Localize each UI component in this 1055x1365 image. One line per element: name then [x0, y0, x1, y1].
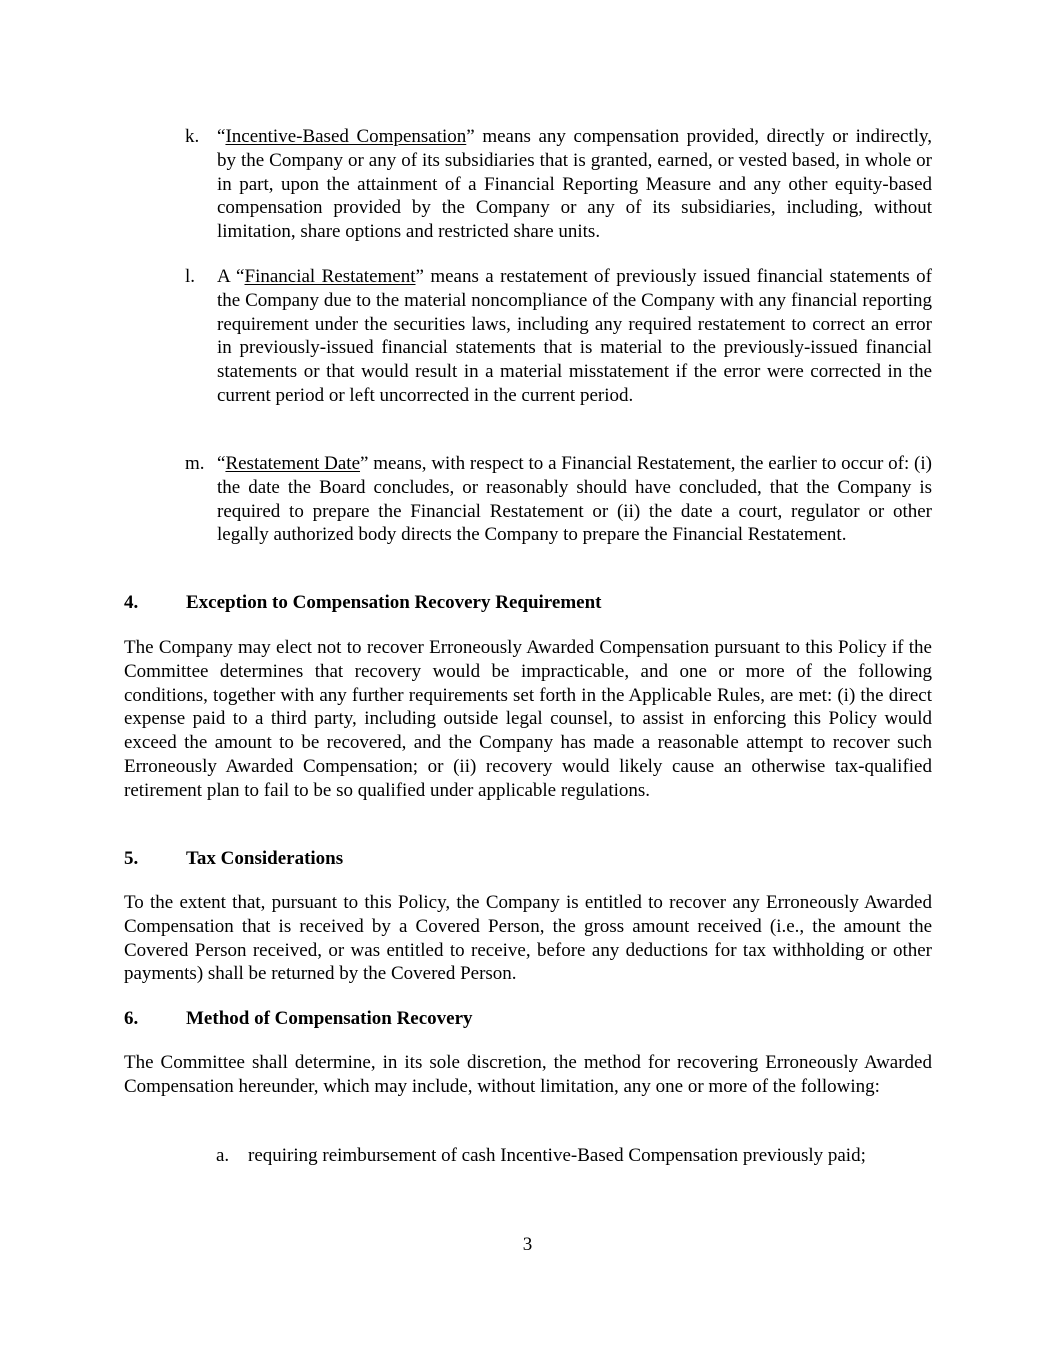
- section-heading-4: [124, 591, 602, 615]
- defined-term: Financial Restatement: [244, 266, 416, 287]
- recovery-method-text: requiring reimbursement of cash Incentive-Based Compensation previously paid;: [248, 1145, 866, 1166]
- recovery-method-letter: a.: [216, 1145, 230, 1166]
- definition-body: ” means, with respect to a Financial Restatement, the earlier to occur of: (i) the date the Board concludes, or reasonably should have concluded, that the Company is required to prepare the Financial Restatement or (ii) the date a court, regulator or other legally authorized body directs the Company to prepare the Financial Restatement.: [217, 453, 932, 546]
- definition-text: [217, 452, 932, 547]
- definition-item-m: [185, 452, 932, 547]
- definition-text: [217, 265, 932, 408]
- section-body-6: The Committee shall determine, in its sole discretion, the method for recovering Erroneously Awarded Compensation hereunder, which may include, without limitation, any one or more of the following:: [124, 1052, 932, 1097]
- definition-text: [217, 125, 932, 244]
- page-number: 3: [522, 1234, 533, 1255]
- section-title: Method of Compensation Recovery: [186, 1008, 473, 1029]
- definition-letter: k.: [185, 126, 200, 147]
- section-title: Exception to Compensation Recovery Requirement: [186, 592, 602, 613]
- defined-term: Restatement Date: [225, 453, 361, 474]
- definition-body: ” means a restatement of previously issued financial statements of the Company due to the material noncompliance of the Company with any financial reporting requirement under the securities laws, including any required restatement to correct an error in previously-issued financial statements that is material to the previously-issued financial statements or that would result in a material misstatement if the error were corrected in the current period or left uncorrected in the current period.: [217, 266, 932, 406]
- section-number: 5.: [124, 848, 139, 869]
- definition-body: ” means any compensation provided, directly or indirectly, by the Company or any of its subsidiaries that is granted, earned, or vested based, in whole or in part, upon the attainment of a Financial Reporting Measure and any other equity-based compensation provided by the Company or any of its subsidiaries, including, without limitation, share options and restricted share units.: [217, 126, 933, 243]
- section-body-4: The Company may elect not to recover Erroneously Awarded Compensation pursuant to this Policy if the Committee determines that recovery would be impracticable, and one or more of the following conditions, together with any further requirements set forth in the Applicable Rules, are met: (i) the direct expense paid to a third party, including outside legal counsel, to assist in enforcing this Policy would exceed the amount to be recovered, and the Company has made a reasonable attempt to recover such Erroneously Awarded Compensation; or (ii) recovery would likely cause an otherwise tax-qualified retirement plan to fail to be so qualified under applicable regulations.: [124, 637, 932, 801]
- definition-item-k: [185, 125, 932, 244]
- section-number: 6.: [124, 1008, 139, 1029]
- section-heading-5: [124, 847, 343, 871]
- section-heading-6: [124, 1007, 473, 1031]
- section-title: Tax Considerations: [186, 848, 344, 869]
- defined-term: Incentive-Based Compensation: [225, 126, 467, 147]
- section-body-5: To the extent that, pursuant to this Policy, the Company is entitled to recover any Erroneously Awarded Compensation that is received by a Covered Person, the gross amount received (i.e., the amount the Covered Person received, or was entitled to receive, before any deductions for tax withholding or other payments) shall be returned by the Covered Person.: [124, 892, 932, 985]
- definition-open-quote: “: [217, 453, 226, 474]
- recovery-method-item-a: [216, 1144, 932, 1168]
- section-number: 4.: [124, 592, 139, 613]
- definition-item-l: [185, 265, 932, 408]
- definition-open-quote: “: [217, 126, 226, 147]
- definition-open-quote: A “: [217, 266, 245, 287]
- definition-letter: l.: [185, 266, 196, 287]
- definition-letter: m.: [185, 453, 205, 474]
